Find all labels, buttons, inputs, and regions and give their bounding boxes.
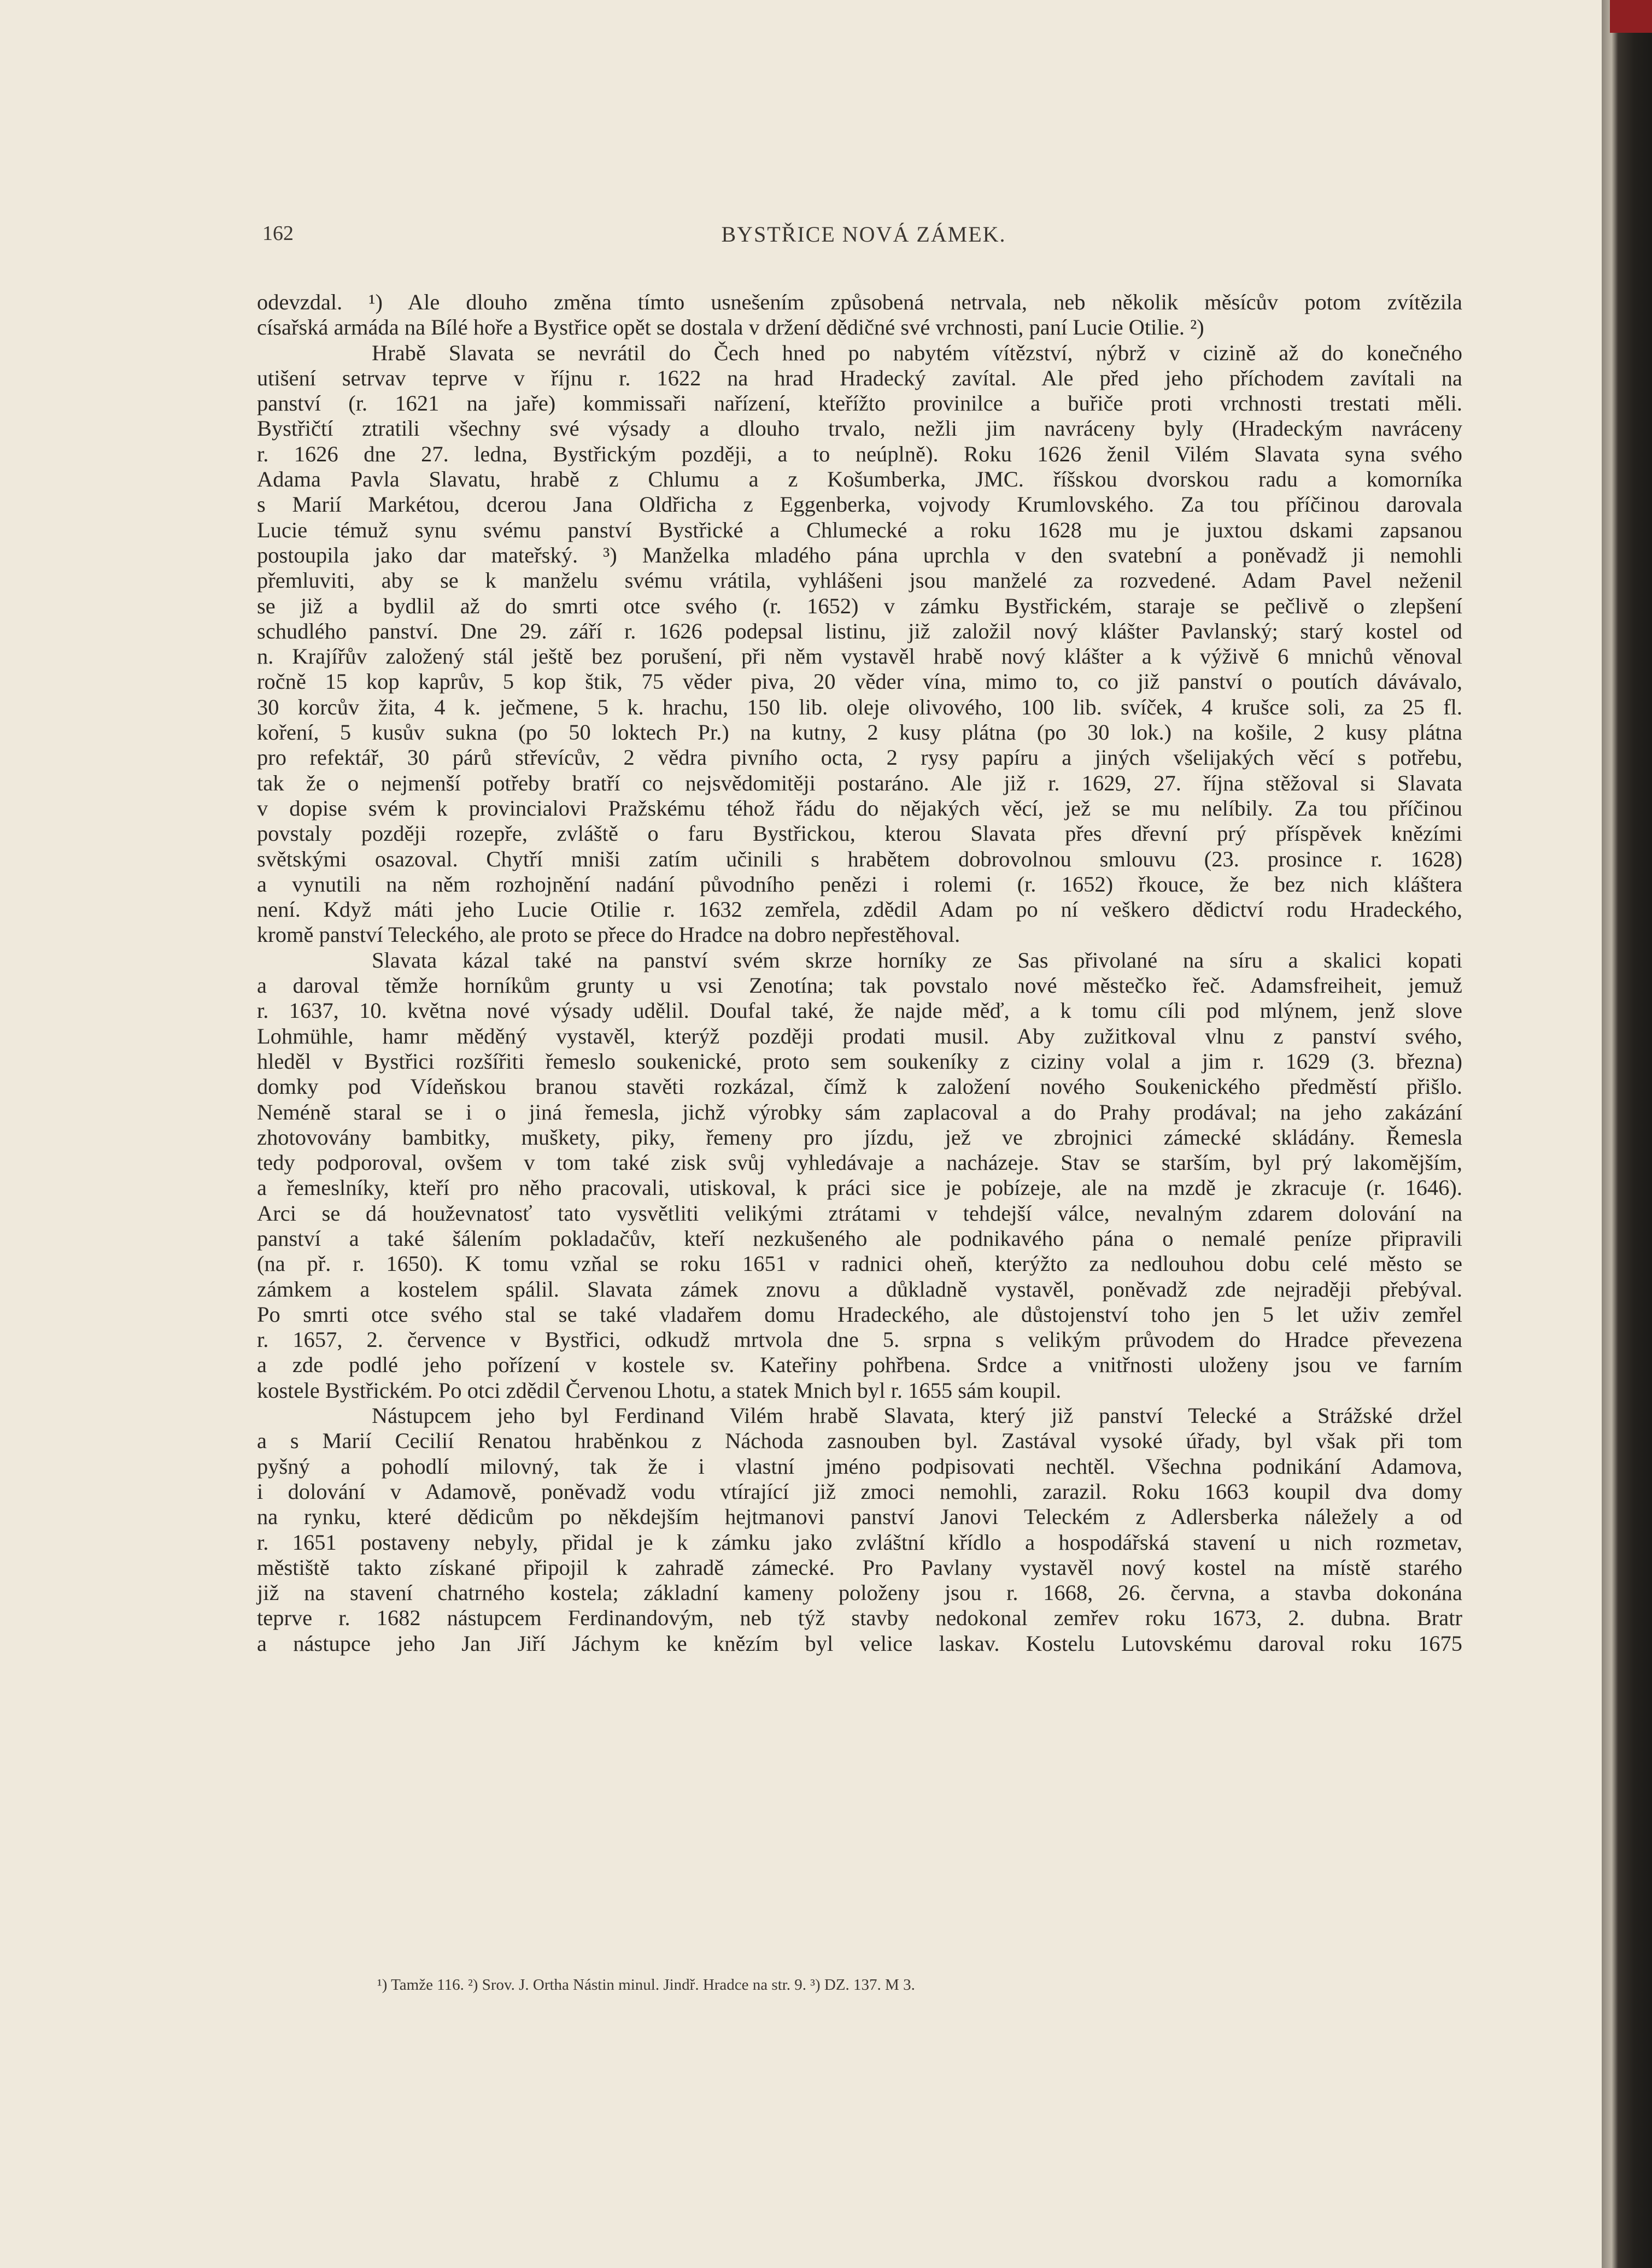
body-text (257, 290, 1462, 1656)
text-line: tedy podporoval, ovšem v tom také zisk svůj vyhledávaje a nacházeje. Stav se starším, byl prý lakomějším, (257, 1150, 1462, 1175)
page-header (262, 221, 1465, 260)
text-line: a zde podlé jeho pořízení v kostele sv. Kateřiny pohřbena. Srdce a vnitřnosti uloženy jsou ve farním (257, 1352, 1462, 1378)
text-line: pro refektář, 30 párů střevícův, 2 vědra pivního octa, 2 rysy papíru a jiných všelijakých věcí s potřebu, (257, 745, 1462, 770)
text-line: odevzdal. ¹) Ale dlouho změna tímto usnešením způsobená netrvala, neb několik měsícův potom zvítězila (257, 290, 1462, 314)
text-line: v dopise svém k provincialovi Pražskému téhož řádu do nějakých věcí, jež se mu nelíbily. Za tou příčinou (257, 795, 1462, 821)
text-line: r. 1626 dne 27. ledna, Bystřickým později, a to neúplně). Roku 1626 ženil Vilém Slavata syna svého (257, 441, 1462, 466)
text-line: Nástupcem jeho byl Ferdinand Vilém hrabě Slavata, který již panství Telecké a Strážské držel (372, 1403, 1462, 1428)
text-line: Lucie témuž synu svému panství Bystřické a Chlumecké a roku 1628 mu je juxtou dskami zapsanou (257, 517, 1462, 542)
text-line: domky pod Vídeňskou branou stavěti rozkázal, čímž k založení nového Soukenického předměstí přišlo. (257, 1074, 1462, 1099)
text-line: hleděl v Bystřici rozšířiti řemeslo soukenické, proto sem soukeníky z ciziny volal a jim r. 1629 (3. března) (257, 1048, 1462, 1074)
footnotes: ¹) Tamže 116. ²) Srov. J. Ortha Nástin minul. Jindř. Hradce na str. 9. ³) DZ. 137. M 3. (377, 1976, 915, 1994)
text-line: Slavata kázal také na panství svém skrze horníky ze Sas přivolané na síru a skalici kopati (372, 947, 1462, 972)
text-line: není. Když máti jeho Lucie Otilie r. 1632 zemřela, zdědil Adam po ní veškero dědictví rodu Hradeckého, (257, 897, 1462, 922)
text-line: Adama Pavla Slavatu, hrabě z Chlumu a z Košumberka, JMC. říšskou dvorskou radu a komorníka (257, 467, 1462, 492)
text-line: Lohmühle, hamr měděný vystavěl, kterýž později prodati musil. Aby zužitkoval vlnu z panství svého, (257, 1023, 1462, 1048)
text-line: n. Krajířův založený stál ještě bez porušení, při něm vystavěl hrabě nový klášter a k výživě 6 mnichů věnoval (257, 644, 1462, 669)
text-line: Po smrti otce svého stal se také vladařem domu Hradeckého, ale důstojenství toho jen 5 let uživ zemřel (257, 1302, 1462, 1327)
text-line: postoupila jako dar mateřský. ³) Manželka mladého pána uprchla v den svatební a poněvadž ji nemohli (257, 542, 1462, 567)
text-line: teprve r. 1682 nástupcem Ferdinandovým, neb týž stavby nedokonal zemřev roku 1673, 2. dubna. Bratr (257, 1605, 1462, 1631)
text-line: panství (r. 1621 na jaře) kommissaři nařízení, kteřížto provinilce a buřiče proti vrchnosti trestati měli. (257, 391, 1462, 416)
text-line: r. 1651 postaveny nebyly, přidal je k zámku jako zvláštní křídlo a hospodářská stavení u nich rozmetav, (257, 1529, 1462, 1555)
text-line: i dolování v Adamově, poněvadž vodu vtírající již zmoci nemohli, zarazil. Roku 1663 koupil dva domy (257, 1479, 1462, 1504)
text-line: povstaly později rozepře, zvláště o faru Bystřickou, kterou Slavata přes dřevní prý příspěvek knězími (257, 821, 1462, 846)
page-number: 162 (262, 222, 294, 245)
text-line: pyšný a pohodlí milovný, tak že i vlastní jméno podpisovati nechtěl. Všechna podnikání Adamova, (257, 1454, 1462, 1479)
text-line: panství a také šálením pokladačův, kteří nezkušeného ale podnikavého pána o nemalé peníze připravili (257, 1226, 1462, 1251)
text-line: r. 1637, 10. května nové výsady udělil. Doufal také, že najde měď, a k tomu cíli pod mlýnem, jenž slove (257, 998, 1462, 1023)
text-line: již na stavení chatrného kostela; základní kameny položeny jsou r. 1668, 26. června, a stavba dokonána (257, 1580, 1462, 1605)
text-line: utišení setrvav teprve v říjnu r. 1622 na hrad Hradecký zavítal. Ale před jeho příchodem zavítali na (257, 365, 1462, 390)
text-line: císařská armáda na Bílé hoře a Bystřice opět se dostala v držení dědičné své vrchnosti, paní Lucie Otilie. ²) (257, 315, 1204, 340)
text-line: a daroval těmže horníkům grunty u vsi Zenotína; tak povstalo nové městečko řeč. Adamsfreiheit, jemuž (257, 973, 1462, 998)
text-line: světskými osazoval. Chytří mniši zatím učinili s hrabětem dobrovolnou smlouvu (23. prosince r. 1628) (257, 846, 1462, 871)
text-line: koření, 5 kusův sukna (po 50 loktech Pr.) na kutny, 2 kusy plátna (po 30 lok.) na košile, 2 kusy plátna (257, 720, 1462, 745)
text-line: Arci se dá houževnatosť tato vysvětliti velikými ztrátami v tehdejší válce, nevalným zdarem dolování na (257, 1200, 1462, 1226)
text-line: schudlého panství. Dne 29. září r. 1626 podepsal listinu, již založil nový klášter Pavlanský; starý kostel od (257, 618, 1462, 643)
text-line: a nástupce jeho Jan Jiří Jáchym ke knězím byl velice laskav. Kostelu Lutovskému daroval roku 1675 (257, 1631, 1462, 1656)
text-line: přemluviti, aby se k manželu svému vrátila, vyhlášeni jsou manželé za rozvedené. Adam Pavel neženil (257, 568, 1462, 593)
text-line: zhotovovány bambitky, muškety, piky, řemeny pro jízdu, jež ve zbrojnici zámecké skládány. Řemesla (257, 1124, 1462, 1150)
text-line: ročně 15 kop kaprův, 5 kop štik, 75 věder piva, 20 věder vína, mimo to, co již panství o poutích dávávalo, (257, 669, 1462, 694)
text-line: s Marií Markétou, dcerou Jana Oldřicha z Eggenberka, vojvody Krumlovského. Za tou příčinou darovala (257, 492, 1462, 517)
text-line: 30 korcův žita, 4 k. ječmene, 5 k. hrachu, 150 lib. oleje olivového, 100 lib. svíček, 4 krušce soli, za 25 fl. (257, 694, 1462, 719)
text-line: městiště takto získané připojil k zahradě zámecké. Pro Pavlany vystavěl nový kostel na místě starého (257, 1555, 1462, 1580)
red-bookmark (1610, 0, 1652, 33)
text-line: kostele Bystřickém. Po otci zdědil Červenou Lhotu, a statek Mnich byl r. 1655 sám koupil. (257, 1378, 1062, 1403)
text-line: tak že o nejmenší potřeby bratří co nejsvědomitěji postaráno. Ale již r. 1629, 27. října stěžoval si Slavata (257, 770, 1462, 795)
text-line: a s Marií Cecilií Renatou hraběnkou z Náchoda zasnouben byl. Zastával vysoké úřady, byl však při tom (257, 1428, 1462, 1454)
text-line: a vynutili na něm rozhojnění nadání původního penězi i rolemi (r. 1652) řkouce, že bez nich kláštera (257, 871, 1462, 896)
text-line: Bystřičtí ztratili všechny své výsady a dlouho trvalo, nežli jim navráceny byly (Hradeckým navráceny (257, 416, 1462, 441)
text-line: Neméně staral se i o jiná řemesla, jichž výrobky sám zaplacoval a do Prahy prodával; na jeho zakázání (257, 1099, 1462, 1124)
text-line: se již a bydlil až do smrti otce svého (r. 1652) v zámku Bystřickém, staraje se pečlivě o zlepšení (257, 593, 1462, 618)
running-title: BYSTŘICE NOVÁ ZÁMEK. (721, 222, 1006, 247)
text-line: kromě panství Teleckého, ale proto se přece do Hradce na dobro nepřestěhoval. (257, 922, 960, 947)
text-line: (na př. r. 1650). K tomu vzňal se roku 1651 v radnici oheň, kterýžto za nedlouhou dobu celé město se (257, 1251, 1462, 1276)
text-line: na rynku, které dědicům po někdejším hejtmanovi panství Janovi Teleckém z Adlersberka náležely a od (257, 1504, 1462, 1529)
book-edge (1602, 0, 1652, 2268)
text-line: a řemeslníky, kteří pro něho pracovali, utiskoval, k práci sice je pobízeje, ale na mzdě je zkracuje (r. 1646). (257, 1175, 1462, 1200)
text-line: zámkem a kostelem spálil. Slavata zámek znovu a důkladně vystavěl, poněvadž zde nejraději přebýval. (257, 1276, 1462, 1302)
text-line: r. 1657, 2. července v Bystřici, odkudž mrtvola dne 5. srpna s velikým průvodem do Hradce převezena (257, 1327, 1462, 1352)
text-line: Hrabě Slavata se nevrátil do Čech hned po nabytém vítězství, nýbrž v cizině až do konečného (372, 340, 1462, 365)
